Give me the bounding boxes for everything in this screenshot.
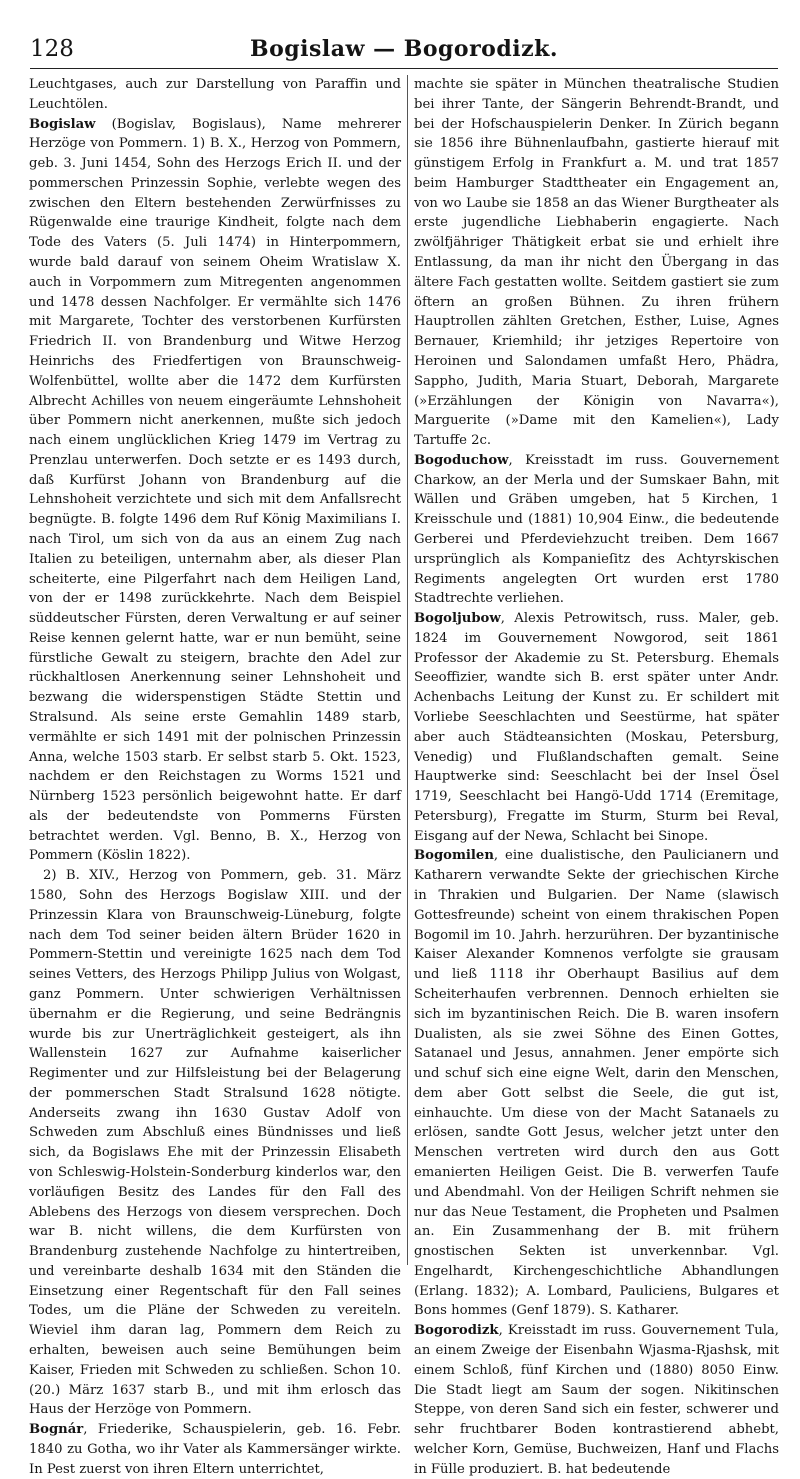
lexicon-entry [29,115,401,867]
page-header [30,36,778,69]
page-number: 128 [30,36,74,62]
running-title: Bogislaw — Bogorodizk. [250,36,558,62]
left-column [29,75,401,1477]
entry-headword: Bogomilen [414,848,494,864]
lexicon-entry [29,1420,401,1479]
lexicon-entry [414,846,779,1321]
column-divider [407,75,408,1265]
lexicon-entry [414,609,779,846]
entry-paragraph [414,75,779,451]
entry-headword: Bogorodizk [414,1323,499,1339]
entry-text: , eine dualistische, den Paulicianern und Katharern verwandte Sekte der griechischen Kirche in Thrakien und Bulgarien. Der Name (slawisch Gottesfreunde) scheint von einem thrakischen Popen Bogomil im 10. Jahrh. herzurühren. Der byzantinische Kaiser Alexander Komnenos verfolgte sie grausam und ließ 1118 ihr Oberhaupt Basilius auf dem Scheiterhaufen verbrennen. Dennoch erhielten sie sich im byzantinischen Reich. Die B. waren insofern Dualisten, als sie zwei Söhne des Einen Gottes, Satanael und Jesus, annahmen. Jener empörte sich und schuf sich eine eigne Welt, darin den Menschen, dem aber Gott selbst die Seele, die gut ist, einhauchte. Um diese von der Macht Satanaels zu erlösen, sandte Gott Jesus, welcher jetzt unter den Menschen vertreten wird durch den aus Gott emanierten Heiligen Geist. Die B. verwerfen Taufe und Abendmahl. Von der Heiligen Schrift nehmen sie nur das Neue Testament, die Propheten und Psalmen an. Ein Zusammenhang der B. mit frühern gnostischen Sekten ist unverkennbar. Vgl. Engelhardt, Kirchengeschichtliche Abhandlungen (Erlang. 1832); A. Lombard, Pauliciens, Bulgares et Bons hommes (Genf 1879). S. Katharer. [414,848,779,1319]
entry-headword: Bogoljubow [414,611,501,627]
entry-headword: Bogislaw [29,116,96,132]
entry-paragraph [29,866,401,1420]
entry-text: , Kreisstadt im russ. Gouvernement Tula, an einem Zweige der Eisenbahn Wjasma-Rjashsk, mit einem Schloß, fünf Kirchen und (1880) 8050 Einw. Die Stadt liegt am Saum der sogen. Nikitinschen Steppe, von deren Sand sich ein fester, schwerer und sehr fruchtbarer Boden kontrastierend abhebt, welcher Korn, Gemüse, Buchweizen, Hanf und Flachs in Fülle produziert. B. hat bedeutende [414,1323,779,1477]
entry-headword: Bogoduchow [414,452,509,468]
entry-text: machte sie später in München theatralische Studien bei ihrer Tante, der Sängerin Behrendt-Brandt, und bei der Hofschauspielerin Denker. In Zürich begann sie 1856 ihre Bühnenlaufbahn, gastierte hierauf mit günstigem Erfolg in Frankfurt a. M. und trat 1857 beim Hamburger Stadttheater ein Engagement an, von wo Laube sie 1858 an das Wiener Burgtheater als erste jugendliche Liebhaberin engagierte. Nach zwölfjähriger Thätigkeit erbat sie und erhielt ihre Entlassung, da man ihr nicht den Übergang in das ältere Fach gestatten wollte. Seitdem gastiert sie zum öftern an großen Bühnen. Zu ihren frühern Hauptrollen zählten Gretchen, Esther, Luise, Agnes Bernauer, Kriemhild; ihr jetziges Repertoire von Heroinen und Salondamen umfaßt Hero, Phädra, Sappho, Judith, Maria Stuart, Deborah, Margarete (»Erzählungen der Königin von Navarra«), Marguerite (»Dame mit den Kamelien«), Lady Tartuffe 2c. [414,77,779,449]
entry-paragraph [29,75,401,115]
entry-text: , Friederike, Schauspielerin, geb. 16. Febr. 1840 zu Gotha, wo ihr Vater als Kammersänger wirkte. In Pest zuerst von ihren Eltern unterrichtet, [29,1422,401,1477]
entry-text: (Bogislav, Bogislaus), Name mehrerer Herzöge von Pommern. 1) B. X., Herzog von Pommern, geb. 3. Juni 1454, Sohn des Herzogs Erich II. und der pommerschen Prinzessin Sophie, verlebte wegen des zwischen den Eltern bestehenden Zerwürfnisses zu Rügenwalde eine traurige Kindheit, folgte nach dem Tode des Vaters (5. Juli 1474) in Hinterpommern, wurde bald darauf von seinem Oheim Wratislaw X. auch in Vorpommern zum Mitregenten angenommen und 1478 dessen Nachfolger. Er vermählte sich 1476 mit Margarete, Tochter des verstorbenen Kurfürsten Friedrich II. von Brandenburg und Witwe Herzog Heinrichs des Friedfertigen von Braunschweig-Wolfenbüttel, wollte aber die 1472 dem Kurfürsten Albrecht Achilles von neuem eingeräumte Lehnshoheit über Pommern nicht anerkennen, mußte sich jedoch nach einem unglücklichen Krieg 1479 im Vertrag zu Prenzlau unterwerfen. Doch setzte er es 1493 durch, daß Kurfürst Johann von Brandenburg auf die Lehnshoheit verzichtete und sich mit dem Anfallsrecht begnügte. B. folgte 1496 dem Ruf König Maximilians I. nach Tirol, um sich von da aus an einem Zug nach Italien zu beteiligen, unternahm aber, als dieser Plan scheiterte, eine Pilgerfahrt nach dem Heiligen Land, von der er 1498 zurückkehrte. Nach dem Beispiel süddeutscher Fürsten, deren Verwaltung er auf seiner Reise kennen gelernt hatte, war er nun bemüht, seine fürstliche Gewalt zu steigern, brachte den Adel zur rückhaltlosen Anerkennung seiner Lehnshoheit und bezwang die widerspenstigen Städte Stettin und Stralsund. Als seine erste Gemahlin 1489 starb, vermählte er sich 1491 mit der polnischen Prinzessin Anna, welche 1503 starb. Er selbst starb 5. Okt. 1523, nachdem er den Reichstagen zu Worms 1521 und Nürnberg 1523 persönlich beigewohnt hatte. Er darf als der bedeutendste von Pommerns Fürsten betrachtet werden. Vgl. Benno, B. X., Herzog von Pommern (Köslin 1822). [29,116,401,864]
entry-headword: Bognár [29,1422,84,1438]
lexicon-entry [414,451,779,609]
entry-text: , Kreisstadt im russ. Gouvernement Charkow, an der Merla und der Sumskaer Bahn, mit Wällen und Gräben umgeben, hat 5 Kirchen, 1 Kreisschule und (1881) 10,904 Einw., die bedeutende Gerberei und Pferdeviehzucht treiben. Dem 1667 ursprünglich als Kompanieſitz des Achtyrskischen Regiments angelegten Ort wurden erst 1780 Stadtrechte verliehen. [414,452,779,607]
entry-text: 2) B. XIV., Herzog von Pommern, geb. 31. März 1580, Sohn des Herzogs Bogislaw XIII. und der Prinzessin Klara von Braunschweig-Lüneburg, folgte nach dem Tod seiner beiden ältern Brüder 1620 in Pommern-Stettin und vereinigte 1625 nach dem Tod seines Vetters, des Herzogs Philipp Julius von Wolgast, ganz Pommern. Unter schwierigen Verhältnissen übernahm er die Regierung, und seine Bedrängnis wurde bis zur Unerträglichkeit gesteigert, als ihn Wallenstein 1627 zur Aufnahme kaiserlicher Regimenter und zur Hilfsleistung bei der Belagerung der pommerschen Stadt Stralsund 1628 nötigte. Anderseits zwang ihn 1630 Gustav Adolf von Schweden zum Abschluß eines Bündnisses und ließ sich, da Bogislaws Ehe mit der Prinzessin Elisabeth von Schleswig-Holstein-Sonderburg kinderlos war, den vorläufigen Besitz des Landes für den Fall des Ablebens des Herzogs von diesem versprechen. Doch war B. nicht willens, die dem Kurfürsten von Brandenburg zustehende Nachfolge zu hintertreiben, und vereinbarte deshalb 1634 mit den Ständen die Einsetzung einer Regentschaft für den Fall seines Todes, um die Pläne der Schweden zu vereiteln. Wieviel ihm daran lag, Pommern dem Reich zu erhalten, beweisen auch seine Bemühungen beim Kaiser, Frieden mit Schweden zu schließen. Schon 10. (20.) März 1637 starb B., und mit ihm erlosch das Haus der Herzöge von Pommern. [29,868,401,1418]
entry-text: , Alexis Petrowitsch, russ. Maler, geb. 1824 im Gouvernement Nowgorod, seit 1861 Professor der Akademie zu St. Petersburg. Ehemals Seeoffizier, wandte sich B. erst später unter Andr. Achenbachs Leitung der Kunst zu. Er schildert mit Vorliebe Seeschlachten und Seestürme, hat später aber auch Städteansichten (Moskau, Petersburg, Venedig) und Flußlandschaften gemalt. Seine Hauptwerke sind: Seeschlacht bei der Insel Ösel 1719, Seeschlacht bei Hangö-Udd 1714 (Eremitage, Petersburg), Fregatte im Sturm, Sturm bei Reval, Eisgang auf der Newa, Schlacht bei Sinope. [414,611,779,844]
right-column [414,75,779,1477]
entry-text: Leuchtgases, auch zur Darstellung von Paraffin und Leuchtölen. [29,77,401,112]
text-columns [29,75,779,1477]
lexicon-entry [414,1321,779,1479]
